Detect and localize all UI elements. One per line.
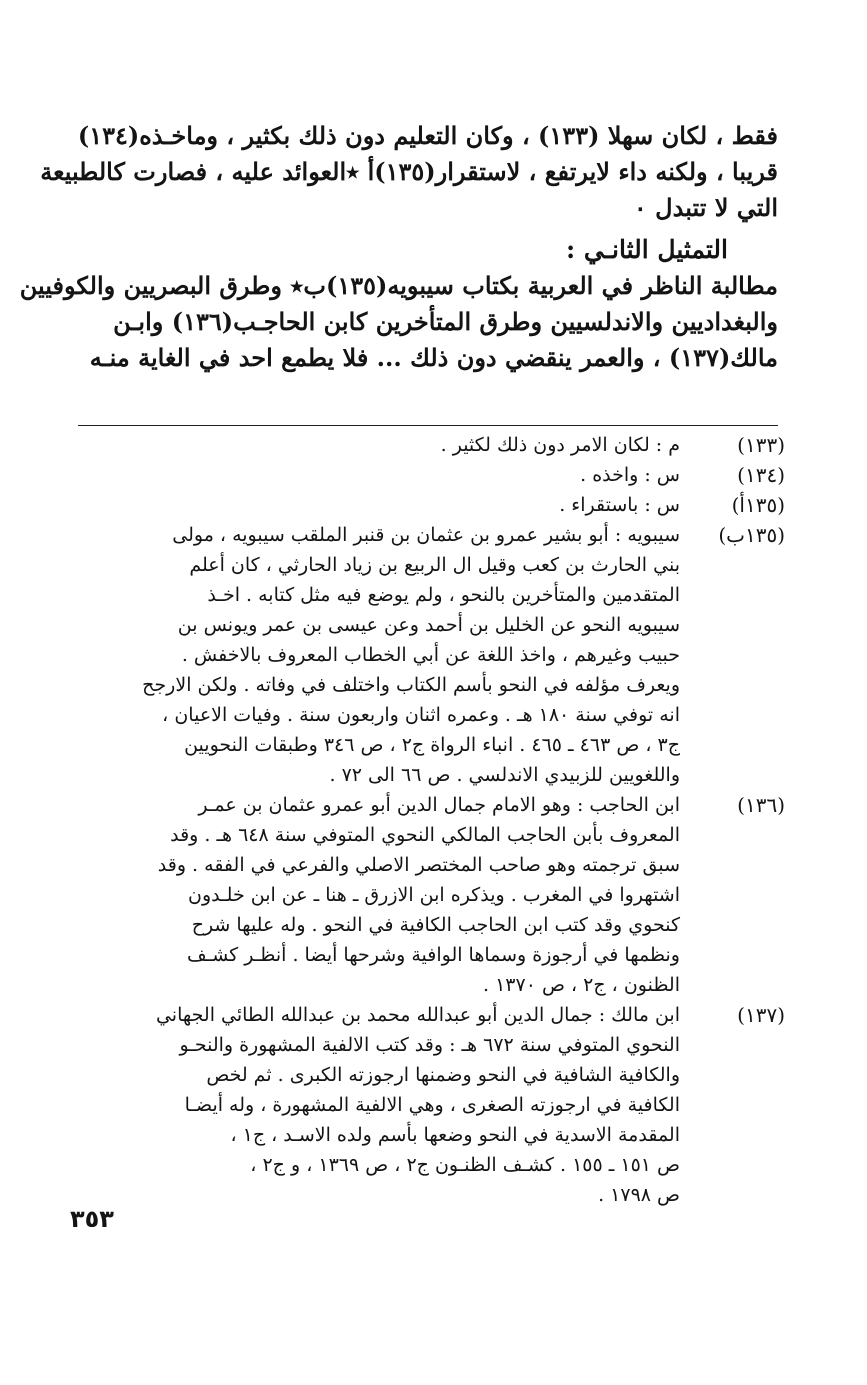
footnote-line: ابن مالك : جمال الدين أبو عبدالله محمد بن عبدالله الطائي الجهاني — [155, 1004, 680, 1026]
footnote-line: واللغويين للزبيدي الاندلسي . ص ٦٦ الى ٧٢ . — [329, 764, 680, 786]
main-text — [19, 118, 778, 376]
footnote-line: سيبويه النحو عن الخليل بن أحمد وعن عيسى بن عمر ويونس بن — [177, 614, 680, 636]
footnote-line: ج٣ ، ص ٤٦٣ ـ ٤٦٥ . انباء الرواة ج٢ ، ص ٣٤٦ وطبقات النحويين — [184, 734, 680, 756]
footnote-line: س : واخذه . — [580, 464, 680, 486]
footnote-line: والكافية الشافية في النحو وضمنها ارجوزته الكبرى . ثم لخص — [206, 1064, 680, 1086]
footnote — [70, 430, 785, 460]
main-text-line: والبغداديين والاندلسيين وطرق المتأخرين كابن الحاجـب(١٣٦) وابـن — [113, 307, 778, 336]
main-text-line: التي لا تتبدل ٠ — [633, 193, 778, 222]
footnote — [70, 520, 785, 790]
footnote — [70, 1000, 785, 1210]
footnote — [70, 490, 785, 520]
footnote-number: (١٣٤) — [737, 463, 785, 487]
footnote-line: م : لكان الامر دون ذلك لكثير . — [440, 434, 680, 456]
main-text-line: فقط ، لكان سهلا (١٣٣) ، وكان التعليم دون ذلك بكثير ، وماخـذه(١٣٤) — [77, 121, 778, 150]
footnotes — [70, 430, 785, 1210]
footnote-line: حبيب وغيرهم ، واخذ اللغة عن أبي الخطاب المعروف بالاخفش . — [181, 644, 680, 666]
footnote-line: انه توفي سنة ١٨٠ هـ . وعمره اثنان واربعون سنة . وفيات الاعيان ، — [162, 704, 680, 726]
footnote-number: (١٣٥أ) — [731, 493, 785, 517]
footnote — [70, 790, 785, 1000]
footnote-line: اشتهروا في المغرب . ويذكره ابن الازرق ـ هنا ـ عن ابن خلـدون — [187, 884, 680, 906]
main-text-line: مالك(١٣٧) ، والعمر ينقضي دون ذلك ... فلا يطمع احد في الغاية منـه — [89, 343, 778, 372]
footnote-number: (١٣٥ب) — [718, 523, 785, 547]
footnote — [70, 460, 785, 490]
footnote-line: سيبويه : أبو بشير عمرو بن عثمان بن قنبر الملقب سيبويه ، مولى — [172, 524, 680, 546]
footnote-line: المعروف بأبن الحاجب المالكي النحوي المتوفي سنة ٦٤٨ هـ . وقد — [170, 824, 680, 846]
footnote-line: كنحوي وقد كتب ابن الحاجب الكافية في النحو . وله عليها شرح — [191, 914, 680, 936]
footnote-number: (١٣٣) — [737, 433, 785, 457]
footnote-line: المقدمة الاسدية في النحو وضعها بأسم ولده الاسـد ، ج١ ، — [230, 1124, 680, 1146]
footnote-line: بني الحارث بن كعب وقيل ال الربيع بن زياد الحارثي ، كان أعلم — [189, 554, 680, 576]
footnote-line: ص ١٥١ ـ ١٥٥ . كشـف الظنـون ج٢ ، ص ١٣٦٩ ، و ج٢ ، — [250, 1154, 680, 1176]
footnote-line: ابن الحاجب : وهو الامام جمال الدين أبو عمرو عثمان بن عمـر — [198, 794, 680, 816]
footnote-number: (١٣٧) — [737, 1003, 785, 1027]
page-number: ٣٥٣ — [70, 1205, 114, 1233]
footnote-number: (١٣٦) — [737, 793, 785, 817]
footnote-line: ص ١٧٩٨ . — [598, 1184, 680, 1206]
main-text-line: قريبا ، ولكنه داء لايرتفع ، لاستقرار(١٣٥)أ ٭العوائد عليه ، فصارت كالطبيعة — [40, 157, 778, 186]
footnote-line: سبق ترجمته وهو صاحب المختصر الاصلي والفرعي في الفقه . وقد — [157, 854, 680, 876]
main-text-line: مطالبة الناظر في العربية بكتاب سيبويه(١٣٥)ب٭ وطرق البصريين والكوفيين — [19, 271, 778, 300]
footnote-line: ويعرف مؤلفه في النحو بأسم الكتاب واختلف في وفاته . ولكن الارجح — [142, 674, 680, 696]
footnote-line: ونظمها في أرجوزة وسماها الوافية وشرحها أيضا . أنظـر كشـف — [186, 944, 680, 966]
footnote-line: س : باستقراء . — [559, 494, 680, 516]
footnote-line: الظنون ، ج٢ ، ص ١٣٧٠ . — [482, 974, 680, 996]
footnote-line: الكافية في ارجوزته الصغرى ، وهي الالفية المشهورة ، وله أيضـا — [184, 1094, 680, 1116]
footnote-line: النحوي المتوفي سنة ٦٧٢ هـ : وقد كتب الالفية المشهورة والنحـو — [179, 1034, 680, 1056]
footnote-divider — [78, 425, 778, 426]
section-heading: التمثيل الثانـي : — [565, 235, 728, 264]
footnote-line: المتقدمين والمتأخرين بالنحو ، ولم يوضع فيه مثل كتابه . اخـذ — [207, 584, 680, 606]
